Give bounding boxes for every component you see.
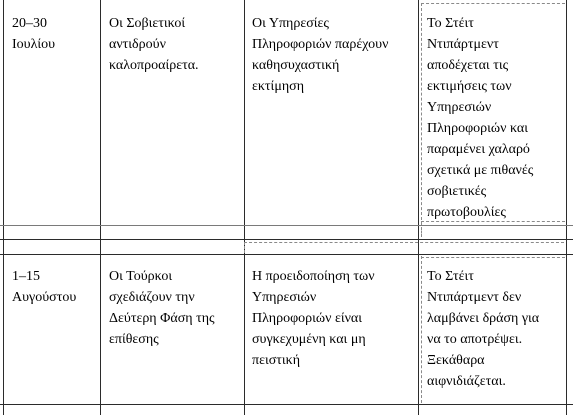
soviet-reaction-cell: Οι Σοβιετικοί αντιδρούν καλοπροαίρετα. <box>109 16 199 73</box>
cell-outline <box>421 257 565 258</box>
column-border <box>418 0 419 415</box>
row-border <box>0 404 573 405</box>
cell-outline <box>244 242 245 253</box>
cell-outline <box>421 3 422 225</box>
column-border <box>244 0 245 415</box>
date-cell: 20–30 Ιουλίου <box>12 16 56 52</box>
date-cell: 1–15 Αυγούστου <box>12 269 77 305</box>
intelligence-assessment-cell: Η προειδοποίηση των Υπηρεσιών Πληροφοριών είναι συγκεχυμένη και μη πειστική <box>252 269 375 368</box>
cell-outline <box>421 3 565 4</box>
row-border <box>0 254 573 255</box>
column-border <box>100 0 101 415</box>
column-border <box>3 0 4 415</box>
column-border <box>566 0 567 415</box>
cell-outline <box>244 242 564 243</box>
row-border <box>0 239 573 240</box>
intelligence-assessment-cell: Οι Υπηρεσίες Πληροφοριών παρέχουν καθησυχαστική εκτίμηση <box>252 16 389 94</box>
cell-outline <box>421 256 422 403</box>
state-department-cell: Το Στέιτ Ντιπάρτμεντ αποδέχεται τις εκτιμήσεις των Υπηρεσιών Πληροφοριών και παραμένει χαλαρό σχετικά με πιθανές σοβιετικές πρωτοβουλίες <box>427 16 534 220</box>
soviet-reaction-cell: Οι Τούρκοι σχεδιάζουν την Δεύτερη Φάση της επίθεσης <box>109 269 215 347</box>
cell-outline <box>421 227 422 237</box>
row-border <box>0 225 573 226</box>
state-department-cell: Το Στέιτ Ντιπάρτμεντ δεν λαμβάνει δράση για να το αποτρέψει. Ξεκάθαρα αιφνιδιάζεται. <box>427 269 540 389</box>
